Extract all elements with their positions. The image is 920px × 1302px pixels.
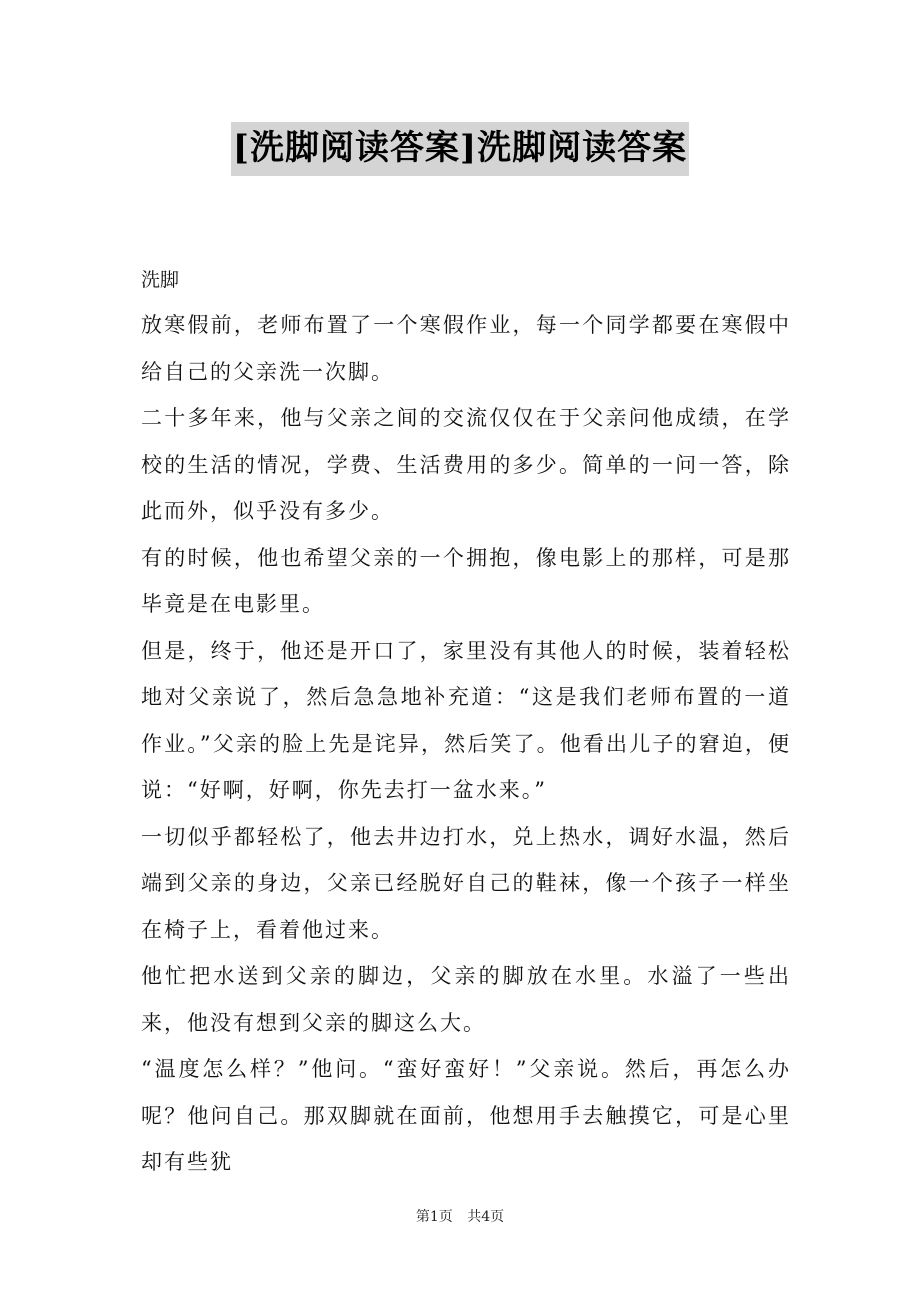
- page-number: 第1页: [415, 1209, 453, 1225]
- document-title: [洗脚阅读答案]洗脚阅读答案: [231, 122, 689, 176]
- paragraph: 他忙把水送到父亲的脚边，父亲的脚放在水里。水溢了一些出来，他没有想到父亲的脚这么大。: [141, 964, 791, 1035]
- page-footer: [0, 1206, 920, 1226]
- paragraph: 有的时候，他也希望父亲的一个拥抱，像电影上的那样，可是那毕竟是在电影里。: [141, 545, 791, 616]
- paragraph: 一切似乎都轻松了，他去井边打水，兑上热水，调好水温，然后端到父亲的身边，父亲已经脱好自己的鞋袜，像一个孩子一样坐在椅子上，看着他过来。: [141, 824, 791, 942]
- page-total: 共4页: [467, 1209, 505, 1225]
- paragraph: 放寒假前，老师布置了一个寒假作业，每一个同学都要在寒假中给自己的父亲洗一次脚。: [141, 313, 791, 384]
- document-body: [141, 258, 791, 1186]
- section-subtitle: 洗脚: [141, 269, 180, 291]
- paragraph: 二十多年来，他与父亲之间的交流仅仅在于父亲问他成绩，在学校的生活的情况，学费、生活费用的多少。简单的一问一答，除此而外，似乎没有多少。: [141, 406, 791, 523]
- paragraph: 但是，终于，他还是开口了，家里没有其他人的时候，装着轻松地对父亲说了，然后急急地补充道：“这是我们老师布置的一道作业。”父亲的脸上先是诧异，然后笑了。他看出儿子的窘迫，便说：“好啊，好啊，你先去打一盆水来。”: [141, 638, 791, 802]
- paragraph: “温度怎么样？”他问。“蛮好蛮好！”父亲说。然后，再怎么办呢？他问自己。那双脚就在面前，他想用手去触摸它，可是心里却有些犹: [141, 1057, 791, 1174]
- title-container: [0, 122, 920, 176]
